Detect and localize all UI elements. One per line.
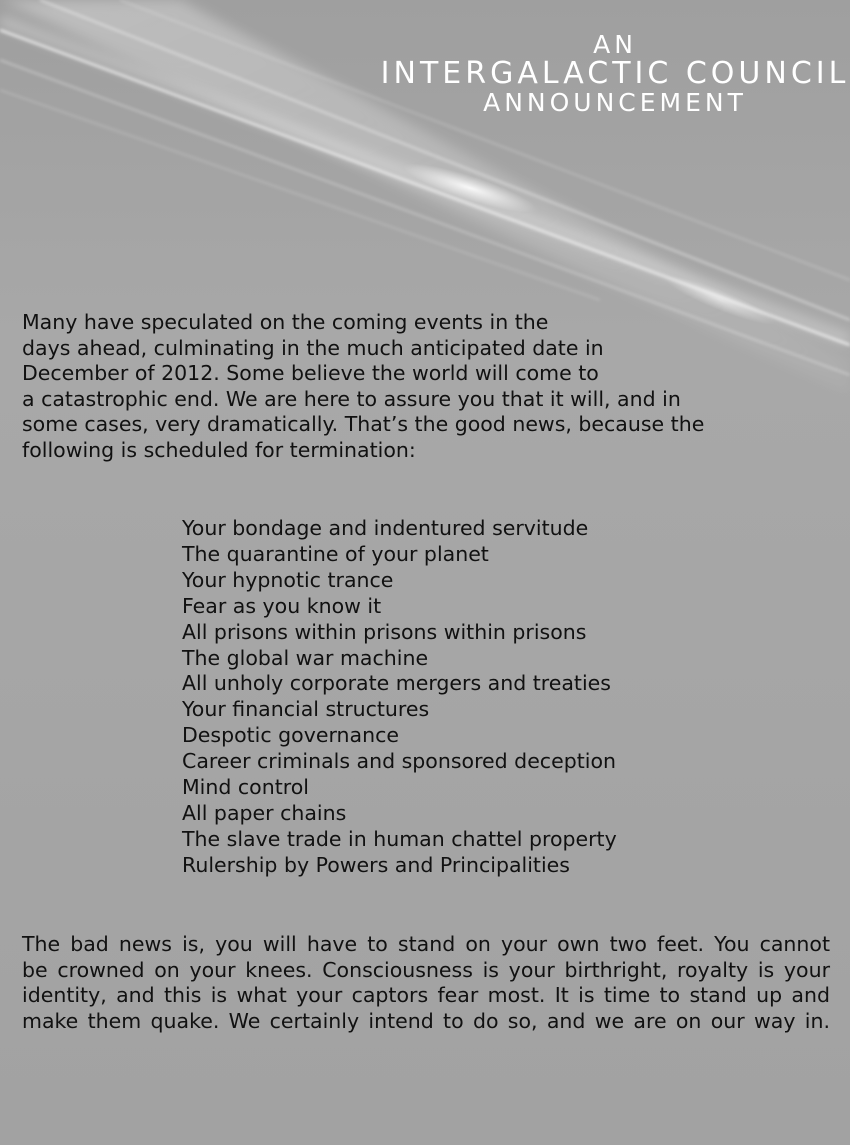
termination-item: Your hypnotic trance xyxy=(182,567,394,592)
header-line-council: INTERGALACTIC COUNCIL xyxy=(380,56,850,92)
termination-item: Mind control xyxy=(182,775,309,800)
termination-item: Rulership by Powers and Principalities xyxy=(182,852,570,877)
intro-paragraph xyxy=(22,310,782,464)
termination-item: The slave trade in human chattel property xyxy=(182,826,617,851)
header-line-an: AN xyxy=(593,30,637,59)
intro-line: days ahead, culminating in the much anticipated date in xyxy=(22,335,604,360)
announcement-header xyxy=(380,32,850,116)
termination-item: Your financial structures xyxy=(182,697,430,722)
termination-item: All prisons within prisons within prisons xyxy=(182,619,587,644)
closing-line: be crowned on your knees. Consciousness is your birthright, royalty is your xyxy=(22,957,830,982)
closing-paragraph xyxy=(22,932,830,1034)
header-line-announcement: ANNOUNCEMENT xyxy=(483,87,747,117)
termination-item: Career criminals and sponsored deception xyxy=(182,749,616,774)
closing-line: identity, and this is what your captors fear most. It is time to stand up and xyxy=(22,983,830,1008)
termination-item: All paper chains xyxy=(182,800,347,825)
termination-item: Despotic governance xyxy=(182,723,399,748)
intro-line: some cases, very dramatically. That’s the good news, because the xyxy=(22,412,705,437)
intro-line: a catastrophic end. We are here to assure you that it will, and in xyxy=(22,386,681,411)
termination-item: Fear as you know it xyxy=(182,593,382,618)
termination-list xyxy=(182,516,617,879)
intro-line: Many have speculated on the coming events in the xyxy=(22,310,549,334)
termination-item: All unholy corporate mergers and treaties xyxy=(182,671,611,696)
intro-line: December of 2012. Some believe the world will come to xyxy=(22,361,599,386)
termination-item: The global war machine xyxy=(182,645,429,670)
termination-item: Your bondage and indentured servitude xyxy=(182,516,589,540)
intro-line: following is scheduled for termination: xyxy=(22,437,416,462)
closing-line: The bad news is, you will have to stand on your own two feet. You cannot xyxy=(22,932,830,956)
termination-item: The quarantine of your planet xyxy=(182,541,489,566)
closing-line: make them quake. We certainly intend to do so, and we are on our way in. xyxy=(22,1008,830,1033)
